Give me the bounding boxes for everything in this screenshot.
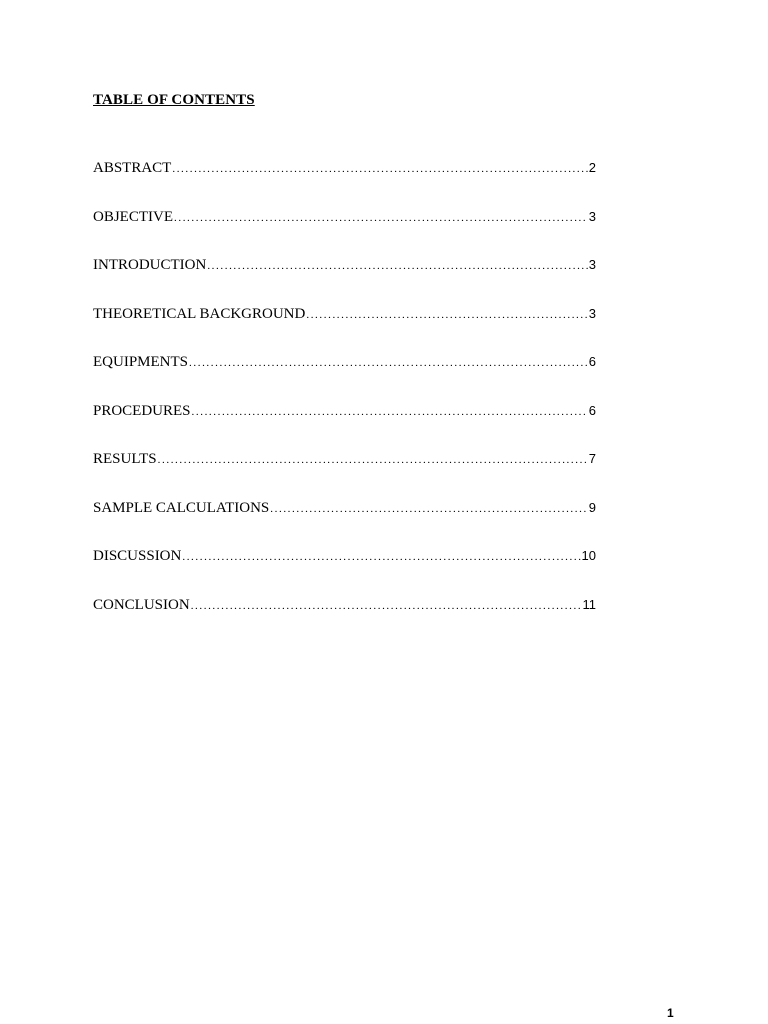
toc-entry-conclusion[interactable] bbox=[93, 595, 596, 644]
toc-entry-title: OBJECTIVE bbox=[93, 208, 173, 225]
toc-entry-page: 11 bbox=[582, 596, 596, 612]
toc-dot-leader bbox=[174, 208, 588, 228]
toc-dot-leader bbox=[182, 547, 580, 567]
toc-entry-objective[interactable] bbox=[93, 207, 596, 256]
toc-dot-leader bbox=[172, 159, 587, 179]
toc-heading: TABLE OF CONTENTS bbox=[93, 92, 255, 108]
toc-entry-title: EQUIPMENTS bbox=[93, 354, 189, 370]
toc-entry-page: 3 bbox=[588, 257, 596, 272]
toc-dot-leader bbox=[207, 256, 587, 276]
toc-entry-page: 6 bbox=[588, 354, 596, 369]
toc-entry-page: 3 bbox=[588, 305, 596, 321]
toc-entry-title: THEORETICAL BACKGROUND bbox=[93, 305, 306, 322]
toc-dot-leader bbox=[189, 353, 588, 373]
toc-entry-page: 6 bbox=[588, 402, 596, 418]
toc-entry-title: CONCLUSION bbox=[93, 596, 190, 613]
toc-dot-leader bbox=[270, 499, 588, 519]
toc-entry-sample-calculations[interactable] bbox=[93, 498, 596, 547]
toc-entry-page: 3 bbox=[588, 208, 596, 224]
toc-entry-title: INTRODUCTION bbox=[93, 257, 207, 273]
toc-entry-theoretical-background[interactable] bbox=[93, 304, 596, 353]
toc-entry-page: 9 bbox=[588, 499, 596, 515]
toc-list bbox=[93, 158, 596, 643]
toc-entry-title: PROCEDURES bbox=[93, 402, 191, 419]
toc-entry-equipments[interactable] bbox=[93, 352, 596, 401]
toc-dot-leader bbox=[191, 596, 582, 616]
toc-entry-title: SAMPLE CALCULATIONS bbox=[93, 499, 270, 516]
toc-entry-discussion[interactable] bbox=[93, 546, 596, 595]
toc-dot-leader bbox=[306, 305, 587, 325]
toc-entry-page: 10 bbox=[581, 548, 596, 563]
toc-dot-leader bbox=[158, 450, 588, 470]
toc-dot-leader bbox=[192, 402, 588, 422]
toc-entry-title: DISCUSSION bbox=[93, 548, 182, 564]
toc-entry-results[interactable] bbox=[93, 449, 596, 498]
toc-entry-page: 7 bbox=[588, 451, 596, 466]
toc-entry-page: 2 bbox=[588, 160, 596, 175]
toc-entry-title: ABSTRACT bbox=[93, 160, 172, 176]
toc-entry-introduction[interactable] bbox=[93, 255, 596, 304]
toc-entry-procedures[interactable] bbox=[93, 401, 596, 450]
page-number: 1 bbox=[667, 1006, 674, 1020]
toc-entry-abstract[interactable] bbox=[93, 158, 596, 207]
toc-entry-title: RESULTS bbox=[93, 451, 157, 467]
